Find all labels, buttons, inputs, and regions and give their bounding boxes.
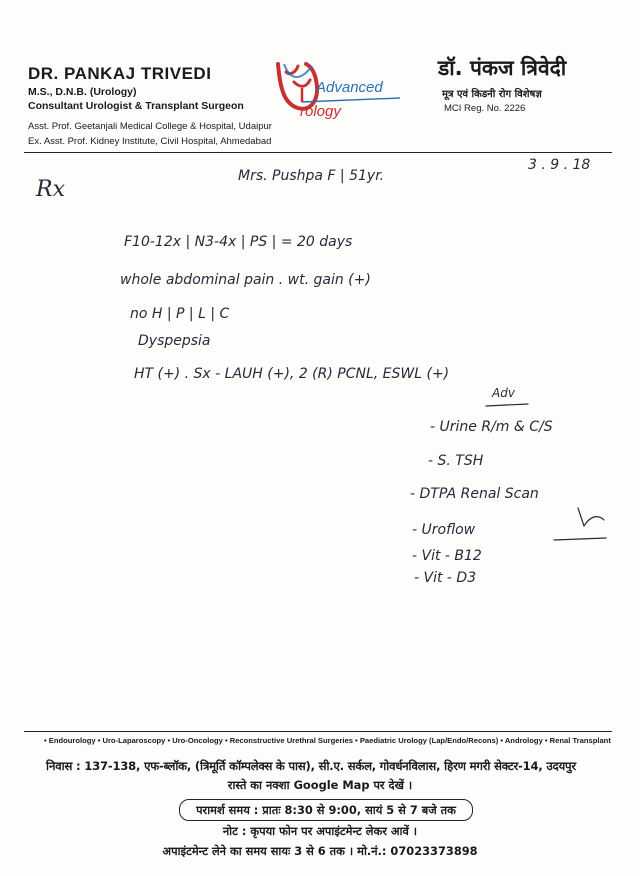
doctor-specialty-hindi: मूत्र एवं किडनी रोग विशेषज्ञ bbox=[442, 89, 542, 100]
history-line-1: F10-12x | N3-4x | PS | = 20 days bbox=[124, 234, 353, 250]
advice-item-4: - Uroflow bbox=[412, 522, 476, 538]
signature-underline bbox=[554, 538, 606, 540]
advice-heading: Adv bbox=[492, 386, 515, 400]
doctor-signature bbox=[578, 508, 604, 526]
logo-text-urology: rology bbox=[300, 103, 341, 120]
advice-item-2: - S. TSH bbox=[428, 453, 484, 469]
doctor-affiliation-1: Asst. Prof. Geetanjali Medical College & Hospital, Udaipur bbox=[28, 121, 272, 132]
rx-symbol: Rx bbox=[36, 177, 65, 202]
footer-divider bbox=[24, 731, 612, 732]
doctor-qualification: M.S., D.N.B. (Urology) bbox=[28, 86, 137, 98]
consultation-timing: परामर्श समय : प्रातः 8:30 से 9:00, सायं 5 से 7 बजे तक bbox=[179, 799, 473, 821]
doctor-name: DR. PANKAJ TRIVEDI bbox=[28, 64, 212, 83]
patient-details: Mrs. Pushpa F | 51yr. bbox=[238, 168, 385, 184]
doctor-title: Consultant Urologist & Transplant Surgeon bbox=[28, 100, 244, 112]
history-line-4: Dyspepsia bbox=[138, 333, 211, 349]
logo-text-advanced: Advanced bbox=[316, 79, 383, 96]
history-line-5: HT (+) . Sx - LAUH (+), 2 (R) PCNL, ESWL (+) bbox=[134, 366, 450, 382]
specialities-list: • Endourology • Uro-Laparoscopy • Uro-Oncology • Reconstructive Urethral Surgeries • Paediatric Urology (Lap/Endo/Recons) • Andrology • Renal Transplant bbox=[44, 736, 611, 745]
doctor-name-hindi: डॉ. पंकज त्रिवेदी bbox=[438, 56, 567, 80]
advice-item-5: - Vit - B12 bbox=[412, 548, 482, 564]
advice-item-3: - DTPA Renal Scan bbox=[410, 486, 539, 502]
history-line-2: whole abdominal pain . wt. gain (+) bbox=[120, 272, 371, 288]
appointment-contact: अपाइंटमेन्ट लेने का समय सायः 3 से 6 तक । मो.नं.: 07023373898 bbox=[162, 844, 478, 858]
advice-item-1: - Urine R/m & C/S bbox=[430, 419, 553, 435]
map-note: रास्ते का नक्शा Google Map पर देखें । bbox=[227, 778, 413, 792]
history-line-3: no H | P | L | C bbox=[130, 306, 230, 322]
appointment-note: नोट : कृपया फोन पर अपाइंटमेन्ट लेकर आवें । bbox=[222, 824, 418, 838]
doctor-affiliation-2: Ex. Asst. Prof. Kidney Institute, Civil Hospital, Ahmedabad bbox=[28, 136, 272, 147]
prescription-date: 3 . 9 . 18 bbox=[528, 157, 591, 173]
residence-address: निवास : 137-138, एफ-ब्लॉक, (त्रिमूर्ति कॉम्पलेक्स के पास), सी.ए. सर्कल, गोवर्धनविलास, हिरण मगरी सेक्टर-14, उदयपुर bbox=[46, 759, 576, 773]
mci-registration: MCI Reg. No. 2226 bbox=[444, 103, 526, 114]
advice-heading-underline bbox=[486, 404, 528, 406]
advice-item-6: - Vit - D3 bbox=[414, 570, 477, 586]
